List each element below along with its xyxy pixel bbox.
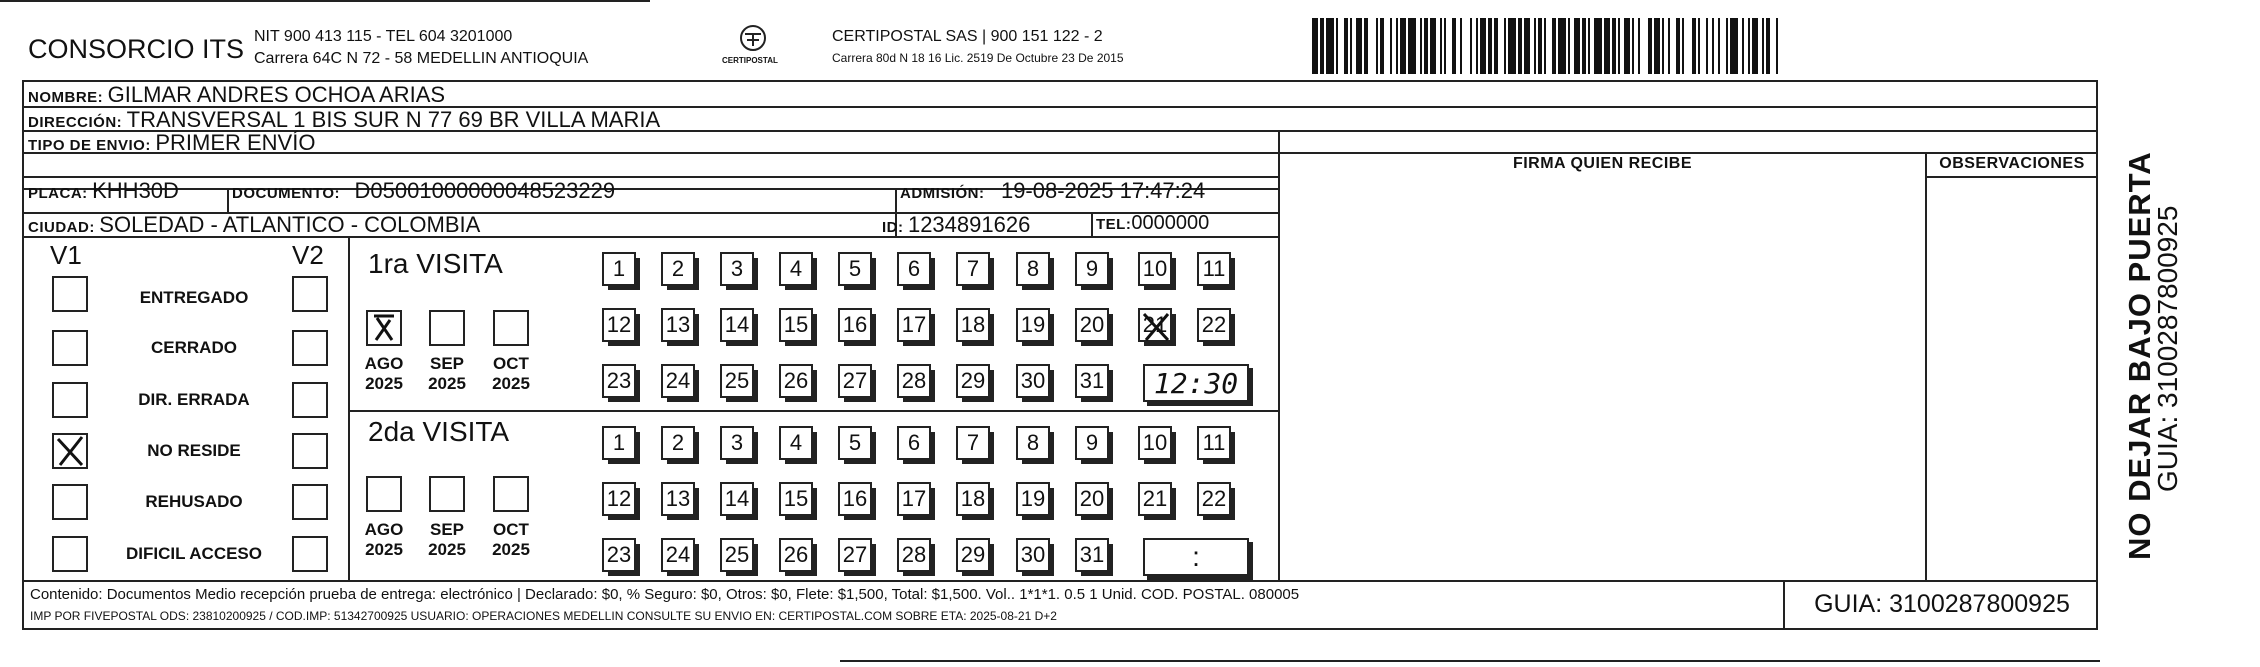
barcode-bar [1632,18,1634,74]
tipo-value: PRIMER ENVÍO [155,130,316,155]
month-label: OCT 2025 [492,520,530,559]
placa-label: PLACA: [28,185,88,202]
placa-value: KHH30D [92,178,179,203]
barcode-bar [1588,18,1590,74]
barcode-bar [1420,18,1422,74]
day-number: 7 [966,256,980,281]
day-box[interactable] [779,482,813,516]
barcode-bar [1558,18,1566,74]
day-box[interactable] [1197,308,1231,342]
admision-field [900,178,1205,204]
day-box[interactable] [1138,426,1172,460]
firma-signature-area[interactable] [1280,178,1925,580]
day-number: 30 [1020,542,1046,567]
day-box[interactable] [661,364,695,398]
v1-checkbox[interactable] [52,330,88,366]
day-number: 18 [960,312,986,337]
id-label: ID: [882,219,904,236]
id-field [882,212,1030,238]
certipostal-line2: Carrera 80d N 18 16 Lic. 2519 De Octubre 23 De 2015 [832,51,1124,65]
barcode-bar [1648,18,1652,74]
day-number: 14 [724,486,750,511]
day-number: 27 [842,542,868,567]
barcode-bar [1574,18,1580,74]
day-number: 3 [730,256,744,281]
day-box[interactable] [897,482,931,516]
day-number: 1 [612,430,626,455]
direccion-label: DIRECCIÓN: [28,114,123,131]
barcode-bar [1538,18,1542,74]
day-box[interactable] [1138,252,1172,286]
day-number: 23 [606,542,632,567]
day-number: 19 [1020,486,1046,511]
day-box[interactable] [720,308,754,342]
month-label: AGO 2025 [364,520,404,559]
day-box[interactable] [838,426,872,460]
day-box[interactable] [956,426,990,460]
day-box[interactable] [897,308,931,342]
x-mark-icon [54,435,86,467]
day-box[interactable] [602,308,636,342]
day-box[interactable] [956,364,990,398]
day-box[interactable] [602,538,636,572]
placa-field [28,178,179,204]
barcode-bar [1400,18,1406,74]
barcode-bar [1408,18,1416,74]
day-box[interactable] [720,426,754,460]
day-number: 14 [724,312,750,337]
day-box[interactable] [779,426,813,460]
day-box[interactable] [1138,308,1172,342]
time-box[interactable] [1143,538,1249,576]
x-mark-icon [1140,310,1172,342]
day-number: 5 [848,430,862,455]
v1-checkbox[interactable] [52,382,88,418]
barcode-bar [1568,18,1570,74]
day-box[interactable] [1075,252,1109,286]
status-label: DIFICIL ACCESO [125,544,262,563]
day-number: 28 [901,542,927,567]
barcode-bar [1380,18,1384,74]
v1-checkbox[interactable] [52,536,88,572]
day-box[interactable] [897,364,931,398]
month-checkbox[interactable] [493,476,529,512]
v1-checkbox[interactable] [52,276,88,312]
day-box[interactable] [602,252,636,286]
ciudad-label: CIUDAD: [28,219,95,236]
barcode-bar [1766,18,1770,74]
day-box[interactable] [1016,308,1050,342]
certipostal-line1: CERTIPOSTAL SAS | 900 151 122 - 2 [832,28,1103,45]
nombre-value: GILMAR ANDRES OCHOA ARIAS [107,82,446,107]
barcode-bar [1654,18,1660,74]
tel-label: TEL: [1096,216,1132,233]
day-number: 11 [1202,256,1226,281]
admision-value: 19-08-2025 17:47:24 [1000,178,1206,203]
tel-field [1096,212,1209,235]
documento-field [232,178,615,204]
barcode-bar [1326,18,1334,74]
barcode-bar [1480,18,1486,74]
barcode-bar [1726,18,1728,74]
status-label: ENTREGADO [139,288,249,307]
barcode-bar [1776,18,1778,74]
day-number: 18 [960,486,986,511]
day-box[interactable] [1075,426,1109,460]
barcode-bar [1488,18,1492,74]
day-box[interactable] [838,252,872,286]
day-box[interactable] [1075,364,1109,398]
barcode-bar [1582,18,1586,74]
barcode-bar [1638,18,1640,74]
barcode-bar [1692,18,1696,74]
barcode-bar [1612,18,1616,74]
day-box[interactable] [779,364,813,398]
day-box[interactable] [897,252,931,286]
barcode-bar [1730,18,1738,74]
day-box[interactable] [779,538,813,572]
day-box[interactable] [602,364,636,398]
day-box[interactable] [1197,252,1231,286]
day-box[interactable] [1075,482,1109,516]
day-box[interactable] [1016,482,1050,516]
day-number: 2 [671,430,685,455]
nit-line: NIT 900 413 115 - TEL 604 3201000 [254,28,513,45]
day-box[interactable] [602,482,636,516]
time-value: 12:30 [1153,366,1239,400]
day-box[interactable] [1016,426,1050,460]
month-checkbox[interactable] [429,476,465,512]
barcode-bar [1544,18,1546,74]
nombre-row [28,82,445,108]
day-number: 26 [783,368,809,393]
barcode-bar [1440,18,1442,74]
day-number: 8 [1026,256,1040,281]
barcode-bar [1364,18,1368,74]
footer-guia: GUIA: 3100287800925 [1814,590,2070,618]
day-number: 20 [1079,486,1105,511]
day-number: 24 [665,542,691,567]
id-value: 1234891626 [907,212,1031,237]
barcode-bar [1430,18,1436,74]
day-number: 3 [730,430,744,455]
day-number: 30 [1020,368,1046,393]
documento-value: D05001000000048523229 [354,178,616,203]
barcode-bar [1682,18,1684,74]
x-mark-icon [368,312,400,344]
day-box[interactable] [1197,482,1231,516]
direccion-value: TRANSVERSAL 1 BIS SUR N 77 69 BR VILLA MARIA [126,107,661,132]
barcode-bar [1604,18,1610,74]
day-number: 17 [901,312,927,337]
barcode-bar [1344,18,1348,74]
barcode-bar [1624,18,1630,74]
documento-label: DOCUMENTO: [232,185,341,202]
barcode-bar [1748,18,1750,74]
time-value: : [1192,541,1200,572]
barcode-bar [1320,18,1324,74]
barcode-bar [1470,18,1472,74]
barcode-bar [1518,18,1522,74]
day-number: 7 [966,430,980,455]
barcode-bar [1476,18,1478,74]
barcode-bar [1552,18,1556,74]
day-box[interactable] [956,252,990,286]
day-box[interactable] [838,538,872,572]
day-box[interactable] [1075,538,1109,572]
day-number: 31 [1079,542,1105,567]
barcode-bar [1676,18,1680,74]
day-number: 16 [842,312,868,337]
day-number: 5 [848,256,862,281]
barcode-bar [1534,18,1536,74]
month-checkbox[interactable] [493,310,529,346]
day-number: 24 [665,368,691,393]
day-box[interactable] [897,426,931,460]
barcode-bar [1706,18,1708,74]
v2-header: V2 [292,240,324,270]
barcode-bar [1742,18,1744,74]
barcode-bar [1396,18,1398,74]
barcode-bar [1618,18,1620,74]
day-box[interactable] [838,482,872,516]
barcode-bar [1662,18,1664,74]
barcode-bar [1508,18,1516,74]
day-number: 13 [665,486,691,511]
status-label: CERRADO [151,338,237,357]
ciudad-field [28,212,480,238]
day-number: 22 [1201,486,1227,511]
barcode-bar [1390,18,1392,74]
day-number: 22 [1201,312,1227,337]
day-number: 2 [671,256,685,281]
day-number: 21 [1142,312,1168,337]
day-box[interactable] [720,364,754,398]
barcode-bar [1460,18,1462,74]
barcode-bar [1762,18,1764,74]
barcode-bar [1336,18,1338,74]
day-number: 20 [1079,312,1105,337]
tipo-label: TIPO DE ENVIO: [28,137,151,154]
day-number: 9 [1085,430,1099,455]
barcode-bar [1668,18,1670,74]
barcode-bar [1524,18,1530,74]
barcode-bar [1752,18,1758,74]
day-box[interactable] [720,252,754,286]
day-box[interactable] [779,308,813,342]
day-number: 1 [612,256,626,281]
day-number: 10 [1142,256,1168,281]
v1-checkbox[interactable] [52,433,88,469]
barcode-bar [1504,18,1506,74]
month-checkbox[interactable] [429,310,465,346]
day-box[interactable] [956,482,990,516]
day-number: 16 [842,486,868,511]
v2-checkbox[interactable] [292,433,328,469]
day-box[interactable] [779,252,813,286]
company-name: CONSORCIO ITS [28,34,245,64]
v2-checkbox[interactable] [292,382,328,418]
month-checkbox[interactable] [366,310,402,346]
barcode [1312,18,1952,74]
day-box[interactable] [661,538,695,572]
month-label: AGO 2025 [364,354,404,393]
nombre-label: NOMBRE: [28,89,104,106]
footer-line2: IMP POR FIVEPOSTAL ODS: 23810200925 / COD.IMP: 51342700925 USUARIO: OPERACIONES MEDELLIN CONSULTE SU ENVIO EN: CERTIPOSTAL.COM SOBRE ETA: 2025-08-21 D+2 [30,609,1057,623]
barcode-bar [1712,18,1714,74]
day-box[interactable] [661,482,695,516]
day-number: 13 [665,312,691,337]
day-box[interactable] [720,538,754,572]
admision-label: ADMISIÓN: [900,185,985,202]
day-box[interactable] [661,308,695,342]
day-number: 31 [1079,368,1105,393]
day-number: 28 [901,368,927,393]
day-number: 27 [842,368,868,393]
day-number: 10 [1142,430,1168,455]
side-guia: GUIA: 3100287800925 [2152,205,2183,492]
day-number: 4 [789,430,803,455]
day-number: 29 [960,542,986,567]
day-number: 26 [783,542,809,567]
v2-checkbox[interactable] [292,536,328,572]
logo-text: CERTIPOSTAL [722,56,778,65]
month-label: SEP 2025 [428,354,466,393]
day-box[interactable] [897,538,931,572]
barcode-bar [1424,18,1428,74]
visita1-title: 1ra VISITA [368,248,503,279]
status-label: DIR. ERRADA [138,390,250,409]
month-checkbox[interactable] [366,476,402,512]
day-number: 15 [783,486,809,511]
day-number: 17 [901,486,927,511]
day-box[interactable] [1138,482,1172,516]
barcode-bar [1494,18,1498,74]
ciudad-value: SOLEDAD - ATLANTICO - COLOMBIA [99,212,481,237]
day-number: 21 [1142,486,1168,511]
day-box[interactable] [838,308,872,342]
day-box[interactable] [956,308,990,342]
v1-header: V1 [50,240,82,270]
day-number: 25 [724,542,750,567]
status-label: NO RESIDE [147,441,241,460]
tipo-row [28,130,315,156]
barcode-bar [1350,18,1352,74]
status-label: REHUSADO [145,492,243,511]
observaciones-header: OBSERVACIONES [1939,155,2085,172]
day-number: 6 [907,430,921,455]
day-box[interactable] [1197,426,1231,460]
day-number: 8 [1026,430,1040,455]
day-box[interactable] [1075,308,1109,342]
day-box[interactable] [1016,538,1050,572]
month-label: OCT 2025 [492,354,530,393]
day-box[interactable] [661,426,695,460]
day-number: 6 [907,256,921,281]
barcode-bar [1594,18,1602,74]
firma-header: FIRMA QUIEN RECIBE [1512,155,1693,172]
day-number: 4 [789,256,803,281]
visita2-title: 2da VISITA [368,416,510,447]
certipostal-logo [718,22,788,70]
day-number: 12 [606,486,632,511]
address-line: Carrera 64C N 72 - 58 MEDELLIN ANTIOQUIA [254,50,589,67]
barcode-bar [1376,18,1378,74]
v2-checkbox[interactable] [292,276,328,312]
barcode-bar [1718,18,1720,74]
footer-line1: Contenido: Documentos Medio recepción prueba de entrega: electrónico | Declarado: $0, % Seguro: $0, Otros: $0, Flete: $1,500, Total: $1,500. Vol.. 1*1*1. 0.5 1 Unid. COD. POSTAL. 080005 [30,586,1300,603]
day-number: 25 [724,368,750,393]
side-warning: NO DEJAR BAJO PUERTA [2122,151,2157,560]
tel-value: 0000000 [1131,212,1210,234]
time-box[interactable] [1143,364,1249,402]
month-label: SEP 2025 [428,520,466,559]
day-number: 9 [1085,256,1099,281]
v2-checkbox[interactable] [292,484,328,520]
day-box[interactable] [602,426,636,460]
v1-checkbox[interactable] [52,484,88,520]
top-rule [0,0,650,2]
barcode-bar [1356,18,1362,74]
barcode-bar [1444,18,1446,74]
day-number: 29 [960,368,986,393]
day-number: 19 [1020,312,1046,337]
day-number: 12 [606,312,632,337]
day-box[interactable] [956,538,990,572]
day-box[interactable] [661,252,695,286]
day-number: 23 [606,368,632,393]
v2-checkbox[interactable] [292,330,328,366]
day-number: 15 [783,312,809,337]
day-box[interactable] [720,482,754,516]
day-box[interactable] [1016,252,1050,286]
day-number: 11 [1202,430,1226,455]
day-box[interactable] [1016,364,1050,398]
barcode-bar [1452,18,1456,74]
barcode-bar [1312,18,1318,74]
barcode-bar [1698,18,1700,74]
day-box[interactable] [838,364,872,398]
